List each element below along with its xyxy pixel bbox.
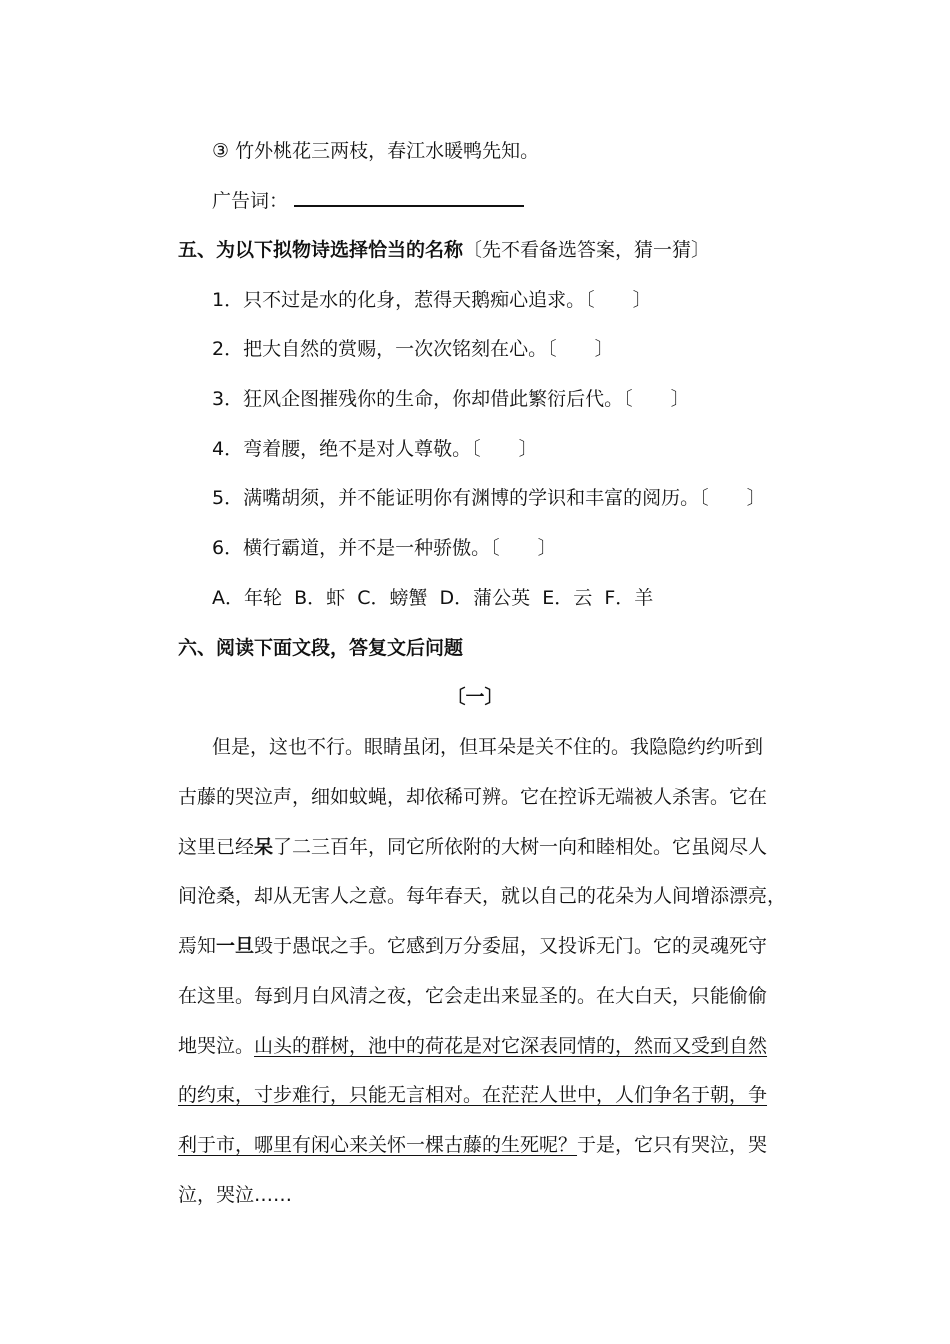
- ad-label: 广告词：: [212, 190, 289, 212]
- passage-line-3a: 这里已经: [178, 836, 255, 858]
- question-6: 6．横行霸道，并不是一种骄傲。〔 〕: [212, 537, 557, 559]
- question-5: 5．满嘴胡须，并不能证明你有渊博的学识和丰富的阅历。〔 〕: [212, 487, 766, 509]
- passage-line-1: 但是，这也不行。眼睛虽闭，但耳朵是关不住的。我隐隐约约听到: [212, 736, 764, 758]
- passage-line-5a: 焉知: [178, 935, 217, 957]
- passage-word-dai: 呆: [254, 836, 274, 858]
- passage-line-9: [178, 1132, 778, 1158]
- passage-line-10: 泣，哭泣……: [178, 1184, 293, 1206]
- passage-line-9b: 于是，它只有哭泣，哭: [577, 1134, 768, 1156]
- question-2: 2．把大自然的赏赐，一次次铭刻在心。〔 〕: [212, 338, 614, 360]
- question-1: 1．只不过是水的化身，惹得天鹅痴心追求。〔 〕: [212, 289, 652, 311]
- passage-line-7a: 地哭泣。: [178, 1035, 255, 1057]
- section6-title: 六、阅读下面文段，答复文后问题: [178, 637, 464, 659]
- question-4: 4．弯着腰，绝不是对人尊敬。〔 〕: [212, 438, 538, 460]
- passage-line-3c: 了二三百年，同它所依附的大树一向和睦相处。它虽阅尽人: [273, 836, 768, 858]
- passage-underlined-end: 利于市，哪里有闲心来关怀一棵古藤的生死呢？: [178, 1134, 578, 1156]
- passage-line-5c: 毁于愚氓之手。它感到万分委屈，又投诉无门。它的灵魂死守: [254, 935, 768, 957]
- answer-options: A．年轮 B．虾 C．螃蟹 D．蒲公英 E．云 F．羊: [212, 587, 654, 609]
- question-3: 3．狂风企图摧残你的生命，你却借此繁衍后代。〔 〕: [212, 388, 690, 410]
- poem-line-3: ③ 竹外桃花三两枝，春江水暖鸭先知。: [212, 140, 540, 162]
- passage-line-8: 的约束，寸步难行，只能无言相对。在茫茫人世中，人们争名于朝，争: [178, 1084, 768, 1106]
- passage-line-7: [178, 1033, 778, 1059]
- passage-line-3: [178, 834, 778, 860]
- passage-line-2: 古藤的哭泣声，细如蚊蝇，却依稀可辨。它在控诉无端被人杀害。它在: [178, 786, 768, 808]
- passage-line-4: 间沧桑，却从无害人之意。每年春天，就以自己的花朵为人间增添漂亮，: [178, 885, 787, 907]
- section5-title-main: 五、为以下拟物诗选择恰当的名称: [178, 239, 464, 261]
- section5-title-note: 〔先不看备选答案，猜一猜〕: [463, 239, 711, 261]
- passage-underlined-start: 山头的群树，池中的荷花是对它深表同情的，然而又受到自然: [254, 1035, 768, 1057]
- section5-title: [178, 237, 778, 263]
- ad-slogan-row: [212, 187, 812, 214]
- section6-subtitle: 〔一〕: [446, 686, 504, 708]
- ad-answer-blank[interactable]: [294, 187, 524, 207]
- passage-line-6: 在这里。每到月白风清之夜，它会走出来显圣的。在大白天，只能偷偷: [178, 985, 768, 1007]
- passage-line-5: [178, 933, 778, 959]
- passage-word-yidan: 一旦: [216, 935, 255, 957]
